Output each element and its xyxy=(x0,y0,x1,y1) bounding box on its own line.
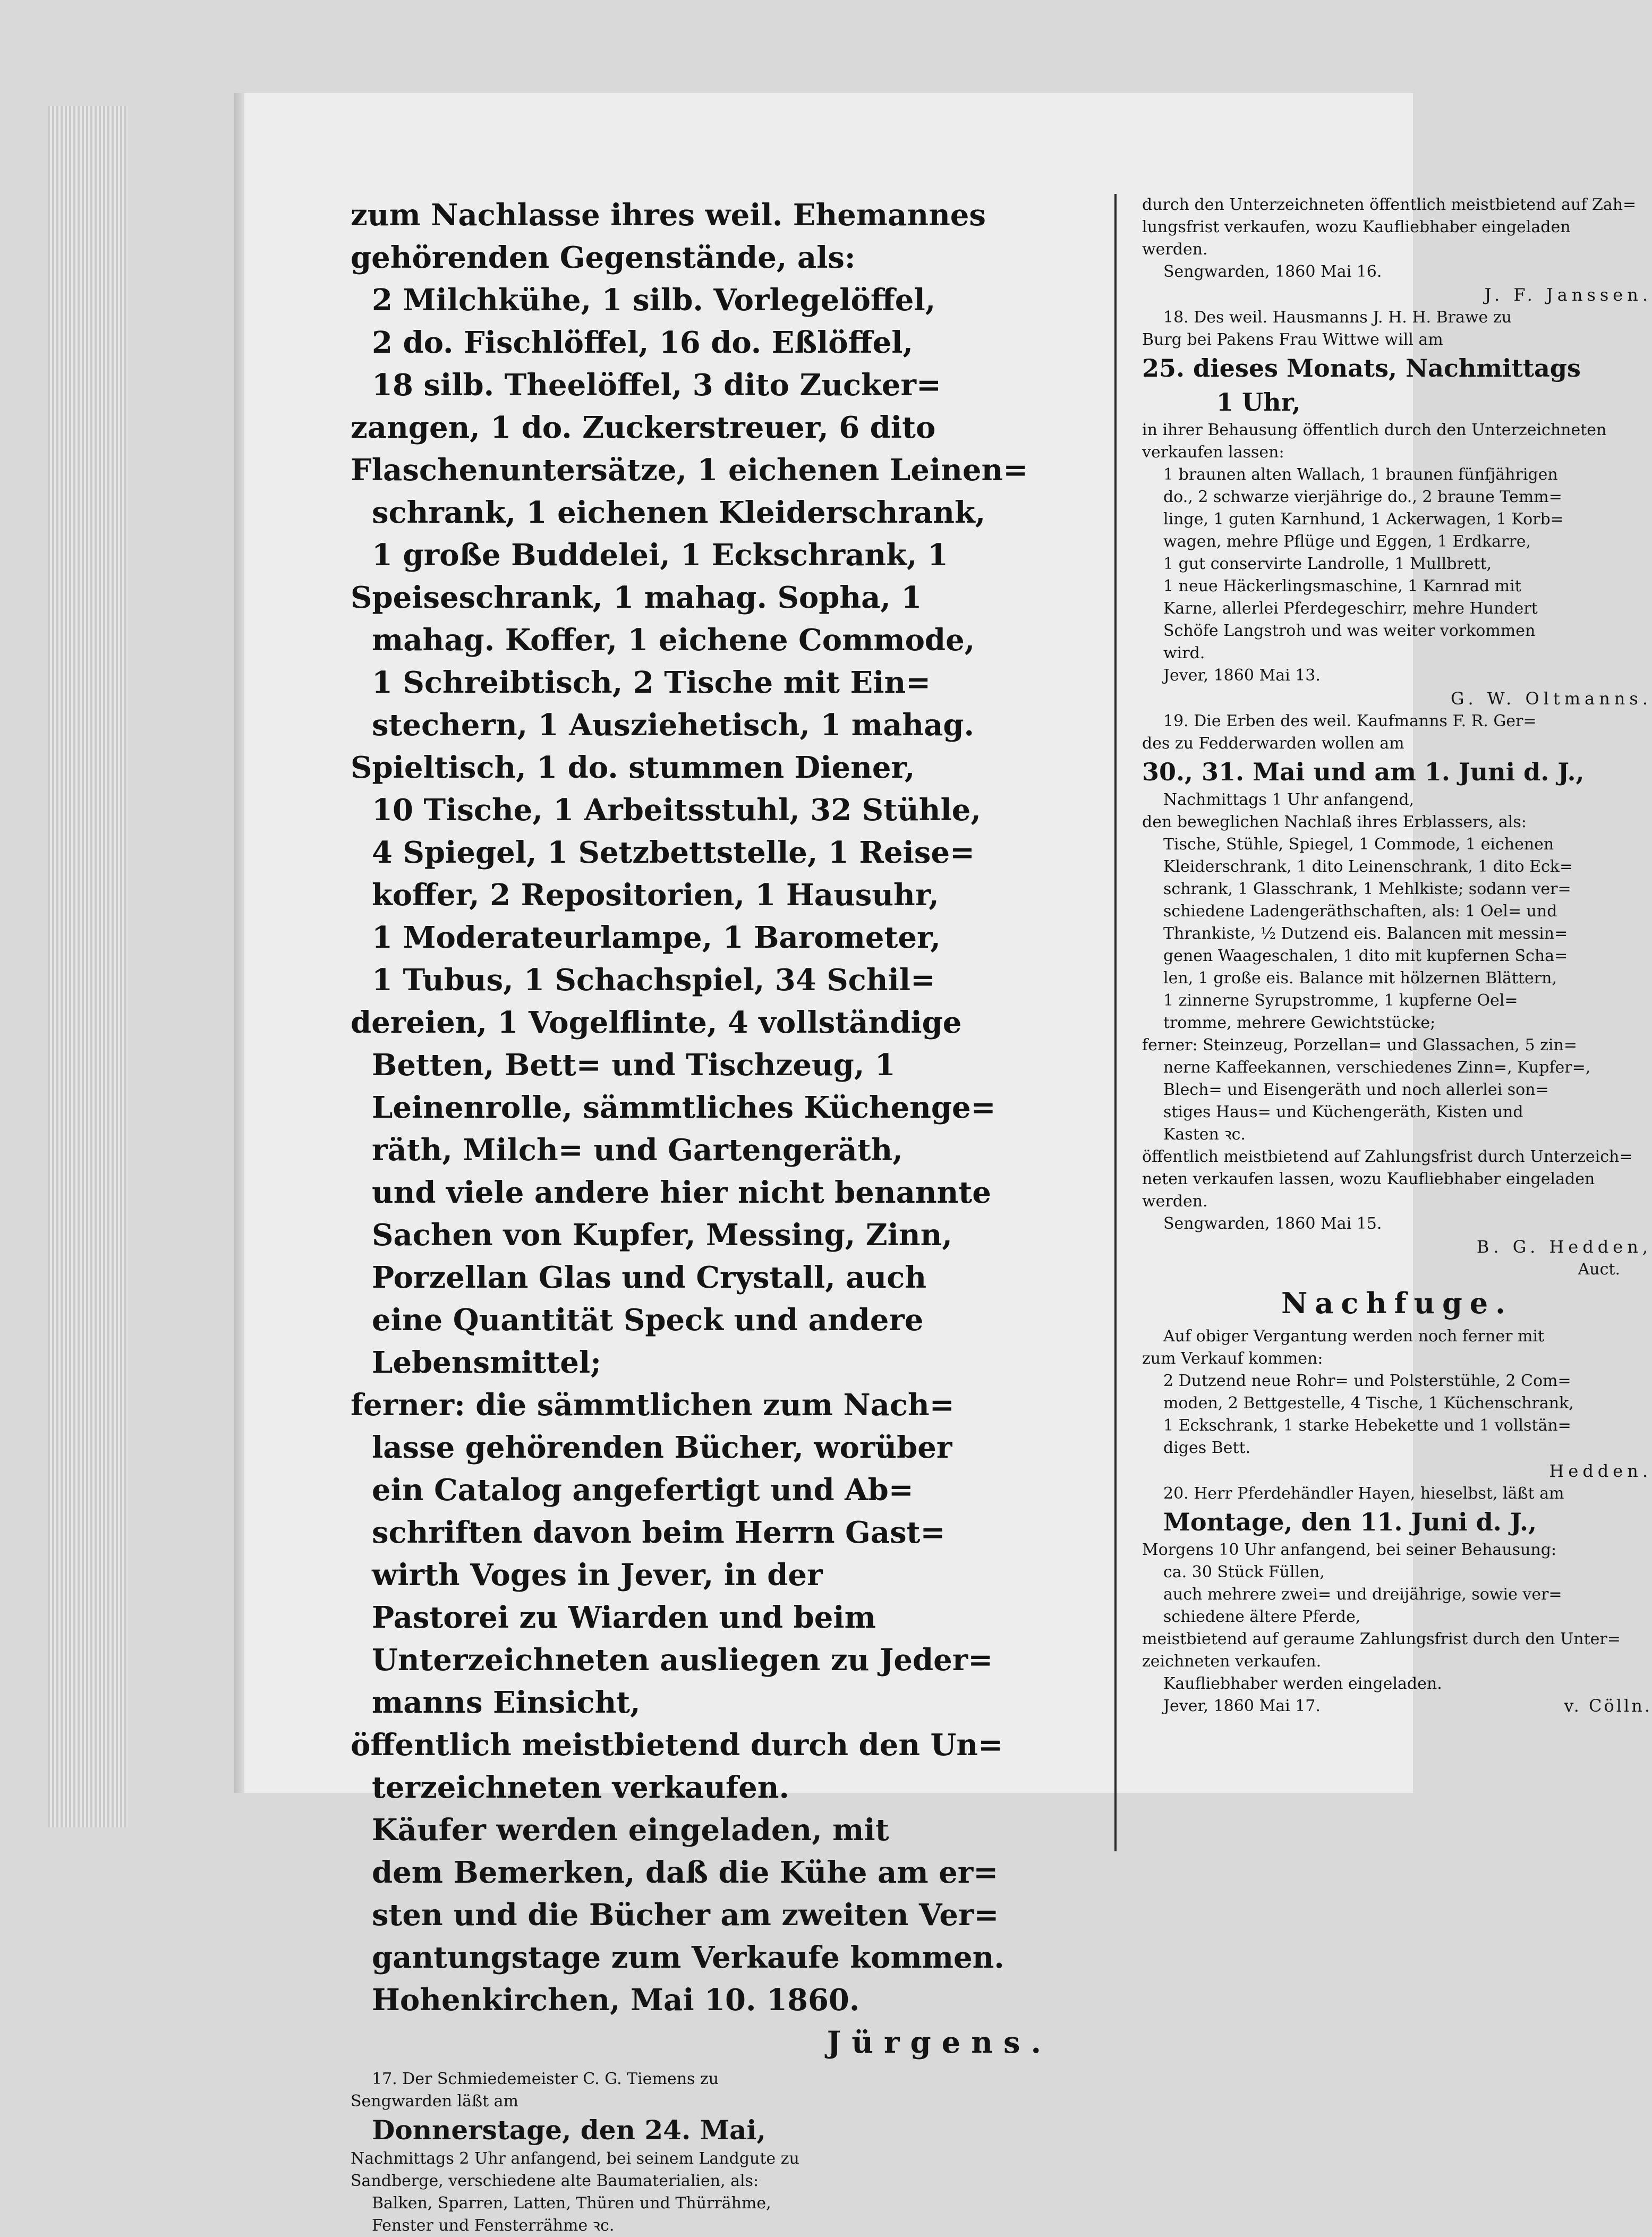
item19-line-6: Thrankiste, ½ Dutzend eis. Balancen mit messin= xyxy=(1163,924,1568,943)
newspaper-page xyxy=(244,93,1652,2235)
item20-line-0: Morgens 10 Uhr anfangend, bei seiner Behausung: xyxy=(1142,1541,1557,1559)
item19-line-12: nerne Kaffeekannen, verschiedenes Zinn=, Kupfer=, xyxy=(1163,1058,1591,1077)
left-line-20: Betten, Bett= und Tischzeug, 1 xyxy=(372,1048,896,1083)
signature-hedden: B. G. Hedden, xyxy=(1476,1237,1652,1257)
left-line-5: zangen, 1 do. Zuckerstreuer, 6 dito xyxy=(351,410,936,445)
left-line-26: eine Quantität Speck und andere xyxy=(372,1303,924,1338)
item19-line-10: tromme, mehrere Gewichtstücke; xyxy=(1163,1014,1436,1032)
left-line-9: Speiseschrank, 1 mahag. Sopha, 1 xyxy=(351,580,922,615)
item20-intro: 20. Herr Pferdehändler Hayen, hieselbst, läßt am xyxy=(1163,1484,1564,1503)
left-line-24: Sachen von Kupfer, Messing, Zinn, xyxy=(372,1218,952,1253)
nachfuge-line-2: 2 Dutzend neue Rohr= und Polsterstühle, 2 Com= xyxy=(1163,1372,1571,1390)
nachfuge-body xyxy=(1142,1325,1652,1459)
item19-line-17: neten verkaufen lassen, wozu Kaufliebhaber eingeladen xyxy=(1142,1170,1595,1188)
right-top-4: Sengwarden, 1860 Mai 16. xyxy=(1163,262,1382,281)
item17-body-4: Fenster und Fensterrähme ꝛc. xyxy=(372,2216,615,2235)
left-line-27: Lebensmittel; xyxy=(372,1345,601,1380)
column-divider xyxy=(1114,194,1117,1851)
item19-line-8: len, 1 große eis. Balance mit hölzernen Blättern, xyxy=(1163,969,1557,988)
item18-time: 1 Uhr, xyxy=(1216,388,1301,416)
item19-line-1: den beweglichen Nachlaß ihres Erblassers, als: xyxy=(1142,813,1527,831)
signature-oltmanns: G. W. Oltmanns. xyxy=(1451,688,1652,709)
signature-juergens: Jürgens. xyxy=(827,2025,1052,2060)
right-top-3: werden. xyxy=(1142,240,1208,259)
item19-body xyxy=(1142,789,1652,1235)
left-line-39: dem Bemerken, daß die Kühe am er= xyxy=(372,1855,999,1890)
left-line-18: 1 Tubus, 1 Schachspiel, 34 Schil= xyxy=(372,963,935,998)
item19-line-14: stiges Haus= und Küchengeräth, Kisten und xyxy=(1163,1103,1523,1121)
item17-intro-2: Sengwarden läßt am xyxy=(351,2092,518,2111)
item19-line-19: Sengwarden, 1860 Mai 15. xyxy=(1163,1214,1382,1233)
item20-date: Montage, den 11. Juni d. J., xyxy=(1163,1508,1537,1536)
item18-line-3: do., 2 schwarze vierjährige do., 2 braune Temm= xyxy=(1163,488,1562,506)
item19-line-18: werden. xyxy=(1142,1192,1208,1211)
left-line-12: stechern, 1 Ausziehetisch, 1 mahag. xyxy=(372,708,974,743)
left-column xyxy=(351,194,1084,2237)
left-line-35: manns Einsicht, xyxy=(372,1685,641,1720)
nachfuge-line-4: 1 Eckschrank, 1 starke Hebekette und 1 vollstän= xyxy=(1163,1416,1571,1435)
signature-coelln: v. Cölln. xyxy=(1564,1696,1652,1716)
signature-hedden-2: Hedden. xyxy=(1549,1461,1652,1481)
left-line-25: Porzellan Glas und Crystall, auch xyxy=(372,1260,927,1295)
item18-line-2: 1 braunen alten Wallach, 1 braunen fünfjährigen xyxy=(1163,465,1558,484)
left-line-29: lasse gehörenden Bücher, worüber xyxy=(372,1430,952,1465)
item19-line-3: Kleiderschrank, 1 dito Leinenschrank, 1 dito Eck= xyxy=(1163,857,1573,876)
item18-line-0: in ihrer Behausung öffentlich durch den Unterzeichneten xyxy=(1142,421,1607,439)
item18-line-1: verkaufen lassen: xyxy=(1142,443,1284,462)
left-line-41: gantungstage zum Verkaufe kommen. xyxy=(372,1940,1004,1975)
left-line-36: öffentlich meistbietend durch den Un= xyxy=(351,1728,1003,1763)
right-column xyxy=(1142,194,1652,1717)
item17-body-2: Sandberge, verschiedene alte Baumaterialien, als: xyxy=(351,2172,759,2190)
item18-line-5: wagen, mehre Pflüge und Eggen, 1 Erdkarre, xyxy=(1163,532,1531,551)
nachfuge-line-5: diges Bett. xyxy=(1163,1439,1251,1457)
item19-line-5: schiedene Ladengeräthschaften, als: 1 Oel= und xyxy=(1163,902,1557,921)
page-stack-edge xyxy=(48,106,127,1827)
item20-line-1: ca. 30 Stück Füllen, xyxy=(1163,1563,1325,1581)
item17-body-1: Nachmittags 2 Uhr anfangend, bei seinem Landgute zu xyxy=(351,2149,799,2168)
item20-line-5: zeichneten verkaufen. xyxy=(1142,1652,1322,1671)
nachfuge-heading: Nachfuge. xyxy=(1281,1286,1513,1320)
item19-line-2: Tische, Stühle, Spiegel, 1 Commode, 1 eichenen xyxy=(1163,835,1554,854)
left-line-37: terzeichneten verkaufen. xyxy=(372,1770,789,1805)
right-top-2: lungsfrist verkaufen, wozu Kaufliebhaber eingeladen xyxy=(1142,218,1571,236)
item20-line-2: auch mehrere zwei= und dreijährige, sowie ver= xyxy=(1163,1585,1562,1604)
item19-intro-1: 19. Die Erben des weil. Kaufmanns F. R. Ger= xyxy=(1163,712,1537,730)
right-top-1: durch den Unterzeichneten öffentlich meistbietend auf Zah= xyxy=(1142,195,1637,214)
left-line-14: 10 Tische, 1 Arbeitsstuhl, 32 Stühle, xyxy=(372,793,981,828)
item19-line-15: Kasten ꝛc. xyxy=(1163,1125,1246,1144)
left-line-21: Leinenrolle, sämmtliches Küchenge= xyxy=(372,1090,996,1125)
left-line-3: 2 do. Fischlöffel, 16 do. Eßlöffel, xyxy=(372,325,913,360)
item20-line-4: meistbietend auf geraume Zahlungsfrist durch den Unter= xyxy=(1142,1630,1621,1648)
left-line-11: 1 Schreibtisch, 2 Tische mit Ein= xyxy=(372,665,931,700)
left-line-2: 2 Milchkühe, 1 silb. Vorlegelöffel, xyxy=(372,283,936,318)
item19-line-9: 1 zinnerne Syrupstromme, 1 kupferne Oel= xyxy=(1163,991,1518,1010)
item20-line-7: Jever, 1860 Mai 17. xyxy=(1163,1697,1321,1715)
left-line-15: 4 Spiegel, 1 Setzbettstelle, 1 Reise= xyxy=(372,835,975,870)
item17-intro-1: 17. Der Schmiedemeister C. G. Tiemens zu xyxy=(372,2070,719,2088)
left-line-19: dereien, 1 Vogelflinte, 4 vollständige xyxy=(351,1005,962,1040)
item17-date: Donnerstage, den 24. Mai, xyxy=(372,2114,766,2146)
left-line-38: Käufer werden eingeladen, mit xyxy=(372,1813,889,1848)
signature-auct: Auct. xyxy=(1578,1260,1620,1279)
left-line-6: Flaschenuntersätze, 1 eichenen Leinen= xyxy=(351,453,1028,488)
item18-line-11: Jever, 1860 Mai 13. xyxy=(1163,666,1321,685)
left-line-31: schriften davon beim Herrn Gast= xyxy=(372,1515,946,1550)
left-line-1: gehörenden Gegenstände, als: xyxy=(351,240,856,275)
item18-line-10: wird. xyxy=(1163,644,1205,662)
item20-body xyxy=(1142,1539,1652,1717)
left-line-7: schrank, 1 eichenen Kleiderschrank, xyxy=(372,495,986,530)
item19-line-7: genen Waageschalen, 1 dito mit kupfernen Scha= xyxy=(1163,947,1568,965)
left-line-8: 1 große Buddelei, 1 Eckschrank, 1 xyxy=(372,538,948,573)
left-line-34: Unterzeichneten ausliegen zu Jeder= xyxy=(372,1643,993,1678)
left-line-4: 18 silb. Theelöffel, 3 dito Zucker= xyxy=(372,368,941,403)
item18-line-4: linge, 1 guten Karnhund, 1 Ackerwagen, 1 Korb= xyxy=(1163,510,1564,529)
item19-line-16: öffentlich meistbietend auf Zahlungsfrist durch Unterzeich= xyxy=(1142,1147,1633,1166)
left-line-22: räth, Milch= und Gartengeräth, xyxy=(372,1133,903,1168)
left-line-13: Spieltisch, 1 do. stummen Diener, xyxy=(351,750,915,785)
nachfuge-line-3: moden, 2 Bettgestelle, 4 Tische, 1 Küchenschrank, xyxy=(1163,1394,1574,1413)
item19-line-4: schrank, 1 Glasschrank, 1 Mehlkiste; sodann ver= xyxy=(1163,880,1571,898)
left-line-30: ein Catalog angefertigt und Ab= xyxy=(372,1473,914,1508)
nachfuge-line-1: zum Verkauf kommen: xyxy=(1142,1349,1323,1368)
item18-line-9: Schöfe Langstroh und was weiter vorkommen xyxy=(1163,622,1536,640)
item18-line-6: 1 gut conservirte Landrolle, 1 Mullbrett, xyxy=(1163,555,1492,573)
nachfuge-line-0: Auf obiger Vergantung werden noch ferner mit xyxy=(1163,1327,1545,1346)
left-line-23: und viele andere hier nicht benannte xyxy=(372,1175,991,1210)
item19-line-13: Blech= und Eisengeräth und noch allerlei son= xyxy=(1163,1081,1549,1099)
signature-janssen: J. F. Janssen. xyxy=(1484,285,1652,305)
item18-date: 25. dieses Monats, Nachmittags xyxy=(1142,354,1581,382)
left-line-32: wirth Voges in Jever, in der xyxy=(372,1558,823,1593)
item20-line-3: schiedene ältere Pferde, xyxy=(1163,1607,1361,1626)
left-line-16: koffer, 2 Repositorien, 1 Hausuhr, xyxy=(372,878,939,913)
left-line-28: ferner: die sämmtlichen zum Nach= xyxy=(351,1388,955,1423)
item19-intro-2: des zu Fedderwarden wollen am xyxy=(1142,734,1404,753)
left-column-text xyxy=(351,194,1084,2021)
item18-line-8: Karne, allerlei Pferdegeschirr, mehre Hundert xyxy=(1163,599,1538,618)
item18-line-7: 1 neue Häckerlingsmaschine, 1 Karnrad mit xyxy=(1163,577,1521,596)
item19-line-11: ferner: Steinzeug, Porzellan= und Glassachen, 5 zin= xyxy=(1142,1036,1577,1054)
left-line-0: zum Nachlasse ihres weil. Ehemannes xyxy=(351,198,986,233)
left-line-42: Hohenkirchen, Mai 10. 1860. xyxy=(372,1983,860,2018)
item18-intro-2: Burg bei Pakens Frau Wittwe will am xyxy=(1142,330,1443,349)
left-line-33: Pastorei zu Wiarden und beim xyxy=(372,1600,876,1635)
item18-body xyxy=(1142,419,1652,687)
item19-line-0: Nachmittags 1 Uhr anfangend, xyxy=(1163,790,1415,809)
item17-body-3: Balken, Sparren, Latten, Thüren und Thürrähme, xyxy=(372,2194,771,2213)
item18-intro-1: 18. Des weil. Hausmanns J. H. H. Brawe zu xyxy=(1163,308,1512,327)
item20-line-6: Kaufliebhaber werden eingeladen. xyxy=(1163,1674,1442,1693)
left-line-17: 1 Moderateurlampe, 1 Barometer, xyxy=(372,920,941,955)
item19-date: 30., 31. Mai und am 1. Juni d. J., xyxy=(1142,758,1585,786)
left-line-10: mahag. Koffer, 1 eichene Commode, xyxy=(372,623,975,658)
left-line-40: sten und die Bücher am zweiten Ver= xyxy=(372,1898,999,1933)
